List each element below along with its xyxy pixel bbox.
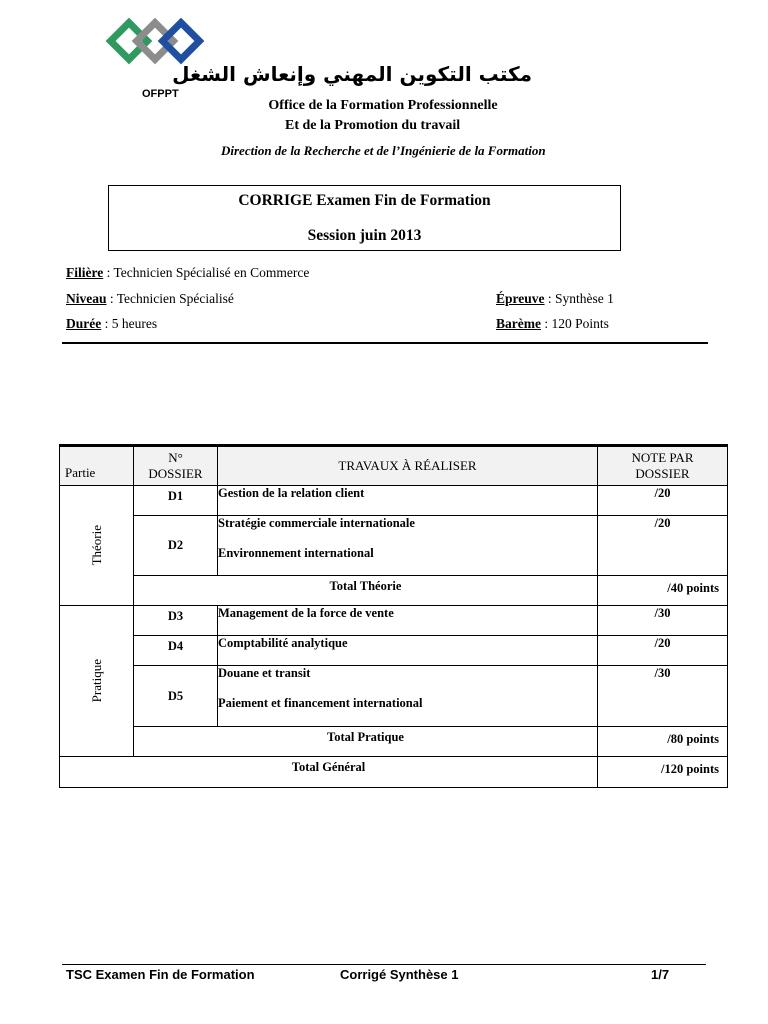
footer-left-text: TSC Examen Fin de Formation [66, 967, 255, 982]
note-cell: /20 [598, 486, 728, 516]
dossier-cell: D3 [134, 606, 218, 636]
total-general-label: Total Général [60, 757, 598, 788]
filiere-line [66, 265, 309, 281]
niveau-value: : Technicien Spécialisé [106, 291, 234, 306]
grading-table [59, 444, 727, 787]
note-cell: /30 [598, 666, 728, 727]
exam-title: CORRIGE Examen Fin de Formation [238, 192, 491, 209]
table-row [60, 757, 728, 788]
travaux-line: Environnement international [218, 546, 374, 560]
theorie-section-cell [60, 486, 134, 606]
total-pratique-value: /80 points [598, 727, 728, 757]
note-cell: /30 [598, 606, 728, 636]
footer-center-text: Corrigé Synthèse 1 [340, 967, 459, 982]
niveau-label: Niveau [66, 291, 107, 306]
dossier-cell: D4 [134, 636, 218, 666]
dossier-cell: D2 [134, 516, 218, 576]
page-number: 1/7 [651, 967, 670, 982]
travaux-line: Stratégie commerciale internationale [218, 516, 415, 530]
note-cell: /20 [598, 516, 728, 576]
table-row [60, 636, 728, 666]
header-partie: Partie [60, 446, 134, 486]
duree-label: Durée [66, 316, 102, 331]
bareme-label: Barème [496, 316, 541, 331]
footer-rule [62, 964, 706, 965]
niveau-line [66, 291, 234, 307]
travaux-cell [218, 516, 598, 576]
header-note: NOTE PAR DOSSIER [598, 446, 728, 486]
bareme-line [496, 316, 609, 332]
table-row [60, 486, 728, 516]
pratique-label: Pratique [88, 659, 104, 703]
filiere-label: Filière [66, 265, 104, 280]
table-row [60, 727, 728, 757]
travaux-line: Paiement et financement international [218, 696, 423, 710]
theorie-label: Théorie [88, 525, 104, 566]
pratique-section-cell [60, 606, 134, 757]
travaux-cell [218, 666, 598, 727]
epreuve-line [496, 291, 614, 307]
session-title: Session juin 2013 [307, 227, 422, 244]
travaux-cell: Gestion de la relation client [218, 486, 598, 516]
bareme-value: : 120 Points [540, 316, 609, 331]
direction-line: Direction de la Recherche et de l’Ingénierie de la Formation [221, 143, 546, 158]
office-line-2: Et de la Promotion du travail [285, 118, 461, 133]
duree-line [66, 316, 157, 332]
table-row [60, 516, 728, 576]
header-dossier: N° DOSSIER [134, 446, 218, 486]
table-row [60, 666, 728, 727]
dossier-cell: D1 [134, 486, 218, 516]
total-pratique-label: Total Pratique [134, 727, 598, 757]
total-general-value: /120 points [598, 757, 728, 788]
travaux-line: Douane et transit [218, 666, 311, 680]
table-row [60, 576, 728, 606]
arabic-organization-name: مكتب التكوين المهني وإنعاش الشغل [172, 62, 532, 86]
logo-text: OFPPT [142, 88, 179, 100]
dossier-cell: D5 [134, 666, 218, 727]
total-theorie-value: /40 points [598, 576, 728, 606]
office-line-1: Office de la Formation Professionnelle [268, 98, 498, 113]
note-cell: /20 [598, 636, 728, 666]
duree-value: : 5 heures [101, 316, 158, 331]
filiere-value: : Technicien Spécialisé en Commerce [103, 265, 310, 280]
table-row [60, 606, 728, 636]
travaux-cell: Comptabilité analytique [218, 636, 598, 666]
header-travaux: TRAVAUX À RÉALISER [218, 446, 598, 486]
epreuve-label: Épreuve [496, 291, 545, 306]
header-rule [62, 342, 708, 344]
travaux-cell: Management de la force de vente [218, 606, 598, 636]
total-theorie-label: Total Théorie [134, 576, 598, 606]
epreuve-value: : Synthèse 1 [544, 291, 614, 306]
